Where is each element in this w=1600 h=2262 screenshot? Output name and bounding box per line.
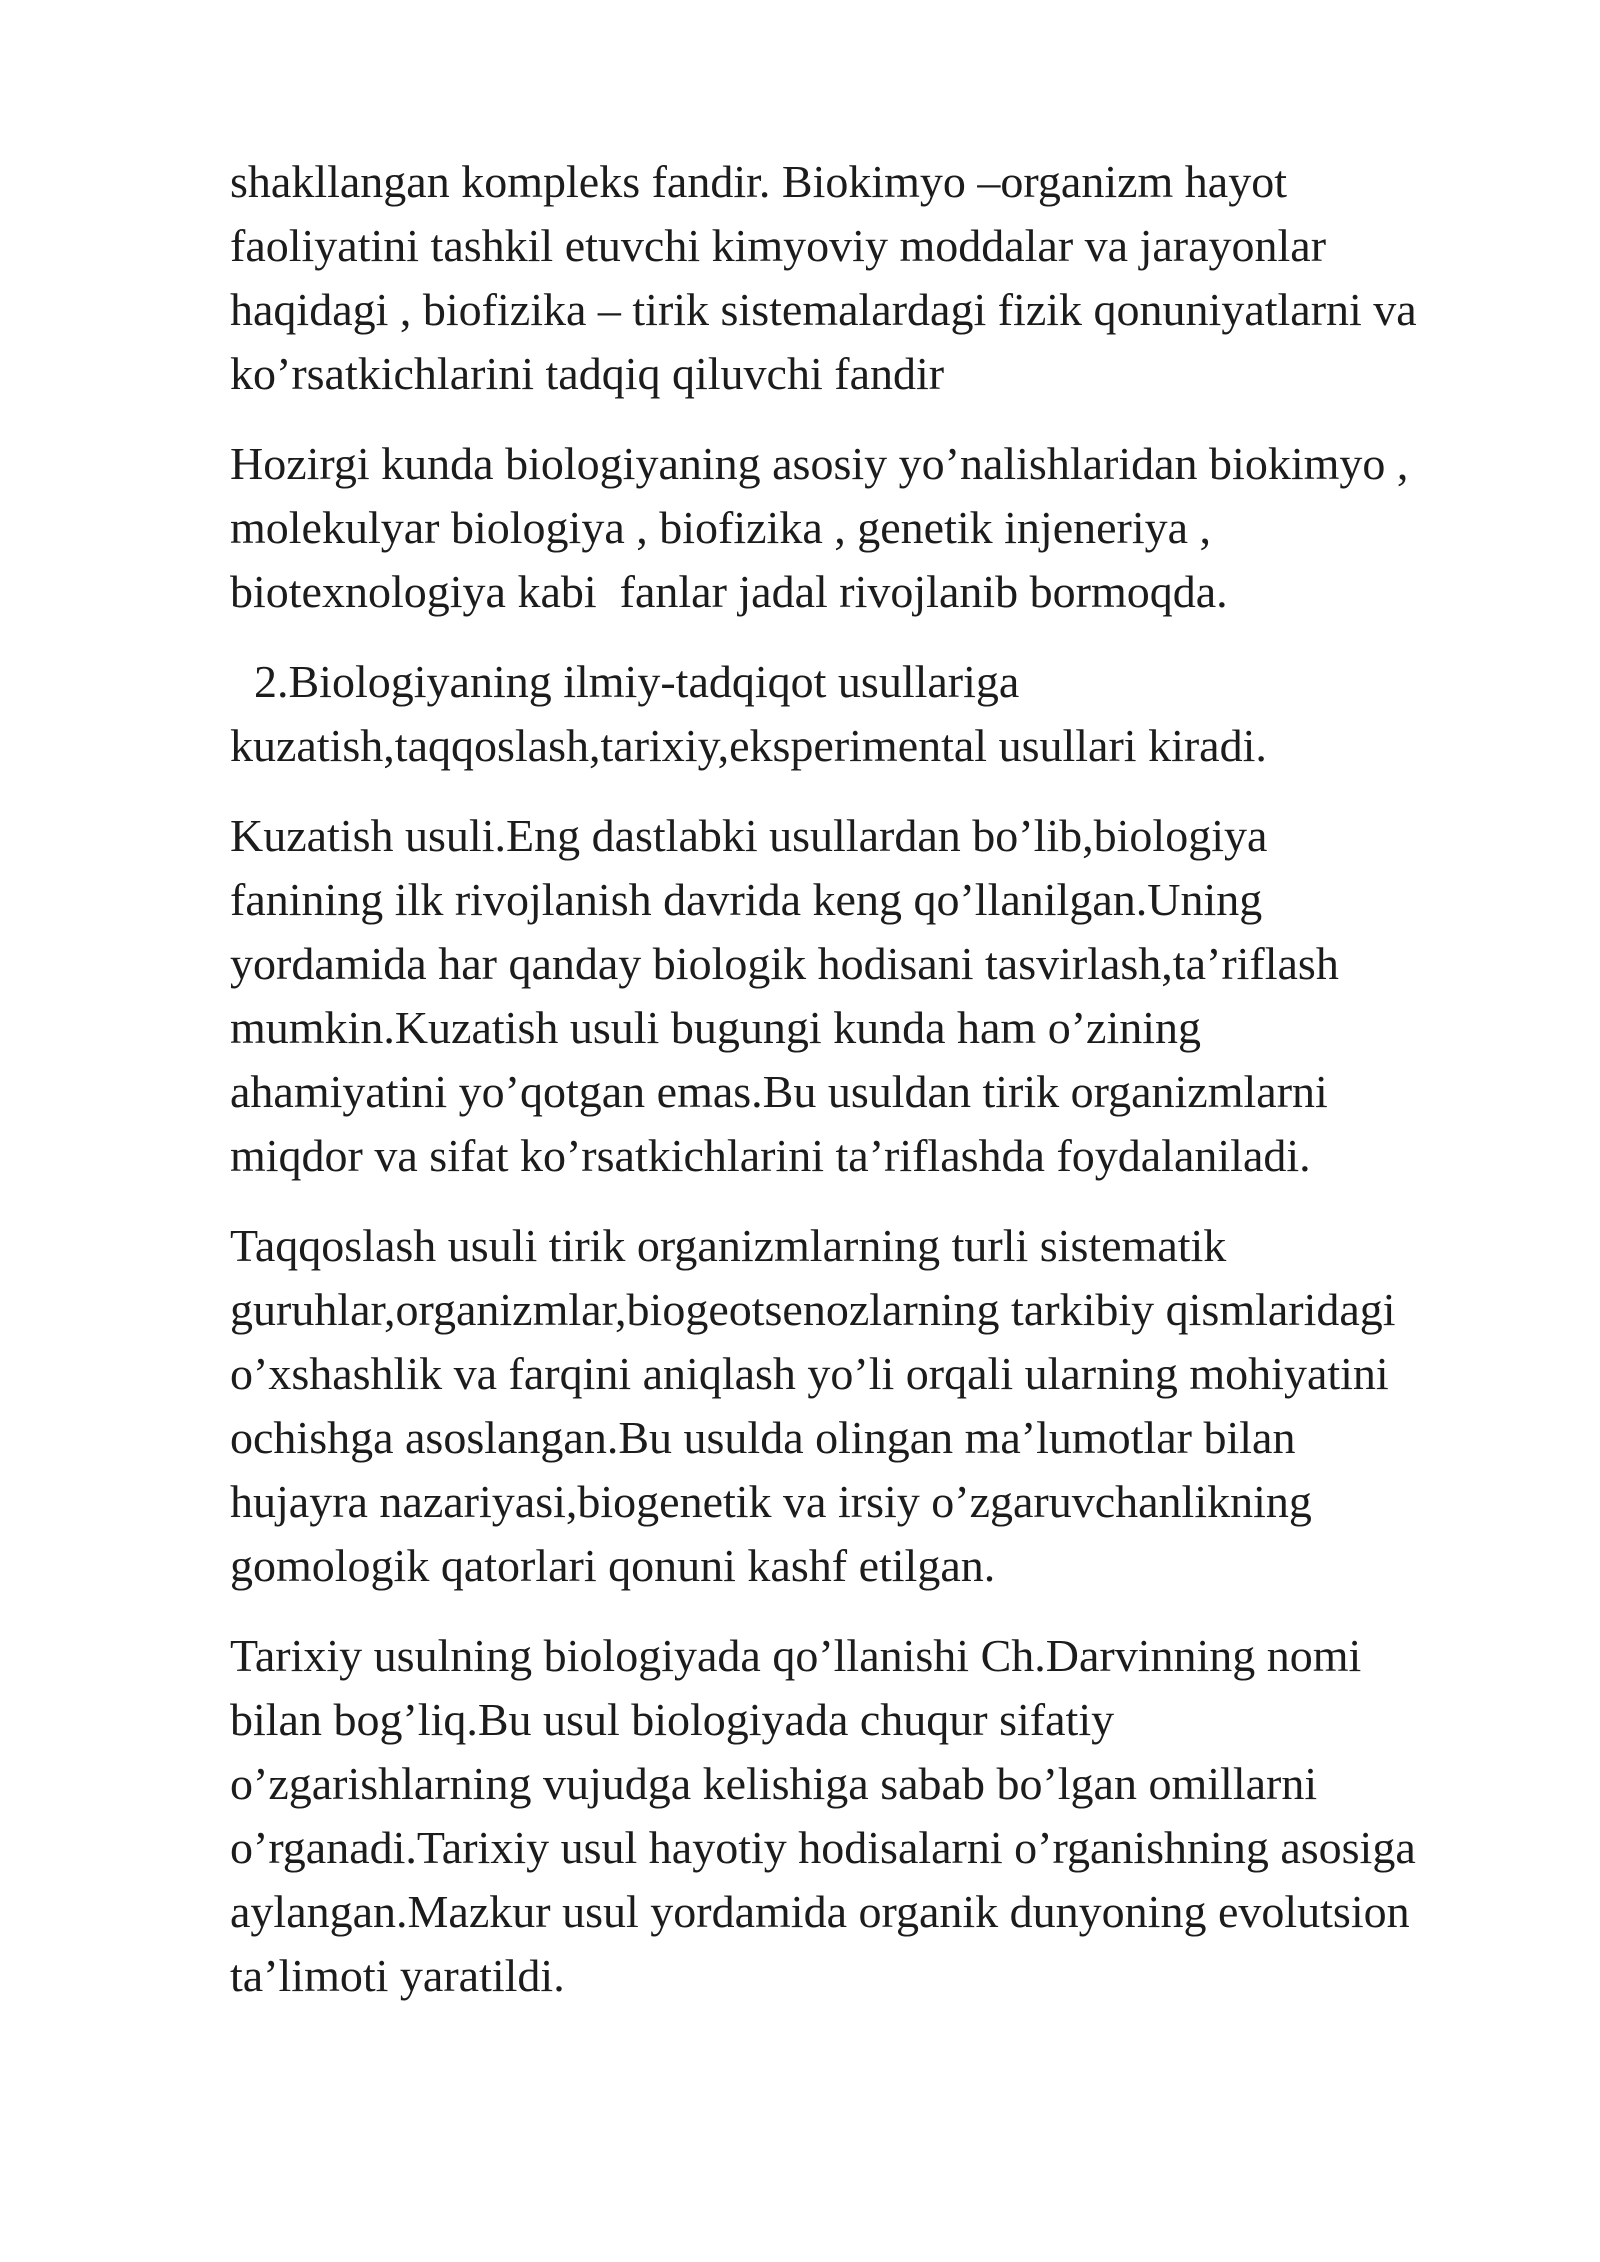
text-line: o’xshashlik va farqini aniqlash yo’li orqali ularning mohiyatini xyxy=(230,1348,1389,1399)
text-line: molekulyar biologiya , biofizika , genetik injeneriya , xyxy=(230,502,1212,553)
text-line: biotexnologiya kabi fanlar jadal rivojlanib bormoqda. xyxy=(230,566,1228,617)
text-line: Hozirgi kunda biologiyaning asosiy yo’nalishlaridan biokimyo , xyxy=(230,438,1409,489)
text-line: o’rganadi.Tarixiy usul hayotiy hodisalarni o’rganishning asosiga xyxy=(230,1822,1416,1873)
text-line: guruhlar,organizmlar,biogeotsenozlarning tarkibiy qismlaridagi xyxy=(230,1284,1396,1335)
text-line: mumkin.Kuzatish usuli bugungi kunda ham o’zining xyxy=(230,1002,1202,1053)
text-line: ko’rsatkichlarini tadqiq qiluvchi fandir xyxy=(230,348,945,399)
text-line: gomologik qatorlari qonuni kashf etilgan. xyxy=(230,1540,996,1591)
paragraph-research-methods xyxy=(230,650,1530,778)
text-line: ochishga asoslangan.Bu usulda olingan ma’lumotlar bilan xyxy=(230,1412,1296,1463)
text-line: o’zgarishlarning vujudga kelishiga sabab bo’lgan omillarni xyxy=(230,1758,1318,1809)
paragraph-intro-continued xyxy=(230,150,1530,406)
document-page xyxy=(230,150,1530,2034)
text-line: Tarixiy usulning biologiyada qo’llanishi Ch.Darvinning nomi xyxy=(230,1630,1362,1681)
text-line: shakllangan kompleks fandir. Biokimyo –organizm hayot xyxy=(230,156,1287,207)
text-line: 2.Biologiyaning ilmiy-tadqiqot usullariga xyxy=(254,656,1020,707)
text-line: aylangan.Mazkur usul yordamida organik dunyoning evolutsion xyxy=(230,1886,1410,1937)
text-line: ta’limoti yaratildi. xyxy=(230,1950,565,2001)
text-line: hujayra nazariyasi,biogenetik va irsiy o’zgaruvchanlikning xyxy=(230,1476,1312,1527)
text-line: haqidagi , biofizika – tirik sistemalardagi fizik qonuniyatlarni va xyxy=(230,284,1417,335)
paragraph-historical-method xyxy=(230,1624,1530,2008)
text-line: faoliyatini tashkil etuvchi kimyoviy moddalar va jarayonlar xyxy=(230,220,1327,271)
paragraph-observation-method xyxy=(230,804,1530,1188)
text-line: bilan bog’liq.Bu usul biologiyada chuqur sifatiy xyxy=(230,1694,1115,1745)
text-line: kuzatish,taqqoslash,tarixiy,eksperimental usullari kiradi. xyxy=(230,720,1267,771)
text-line: ahamiyatini yo’qotgan emas.Bu usuldan tirik organizmlarni xyxy=(230,1066,1328,1117)
text-line: miqdor va sifat ko’rsatkichlarini ta’riflashda foydalaniladi. xyxy=(230,1130,1311,1181)
paragraph-comparison-method xyxy=(230,1214,1530,1598)
paragraph-modern-directions xyxy=(230,432,1530,624)
text-line: fanining ilk rivojlanish davrida keng qo’llanilgan.Uning xyxy=(230,874,1263,925)
text-line: Kuzatish usuli.Eng dastlabki usullardan bo’lib,biologiya xyxy=(230,810,1268,861)
text-line: Taqqoslash usuli tirik organizmlarning turli sistematik xyxy=(230,1220,1227,1271)
text-line: yordamida har qanday biologik hodisani tasvirlash,ta’riflash xyxy=(230,938,1339,989)
